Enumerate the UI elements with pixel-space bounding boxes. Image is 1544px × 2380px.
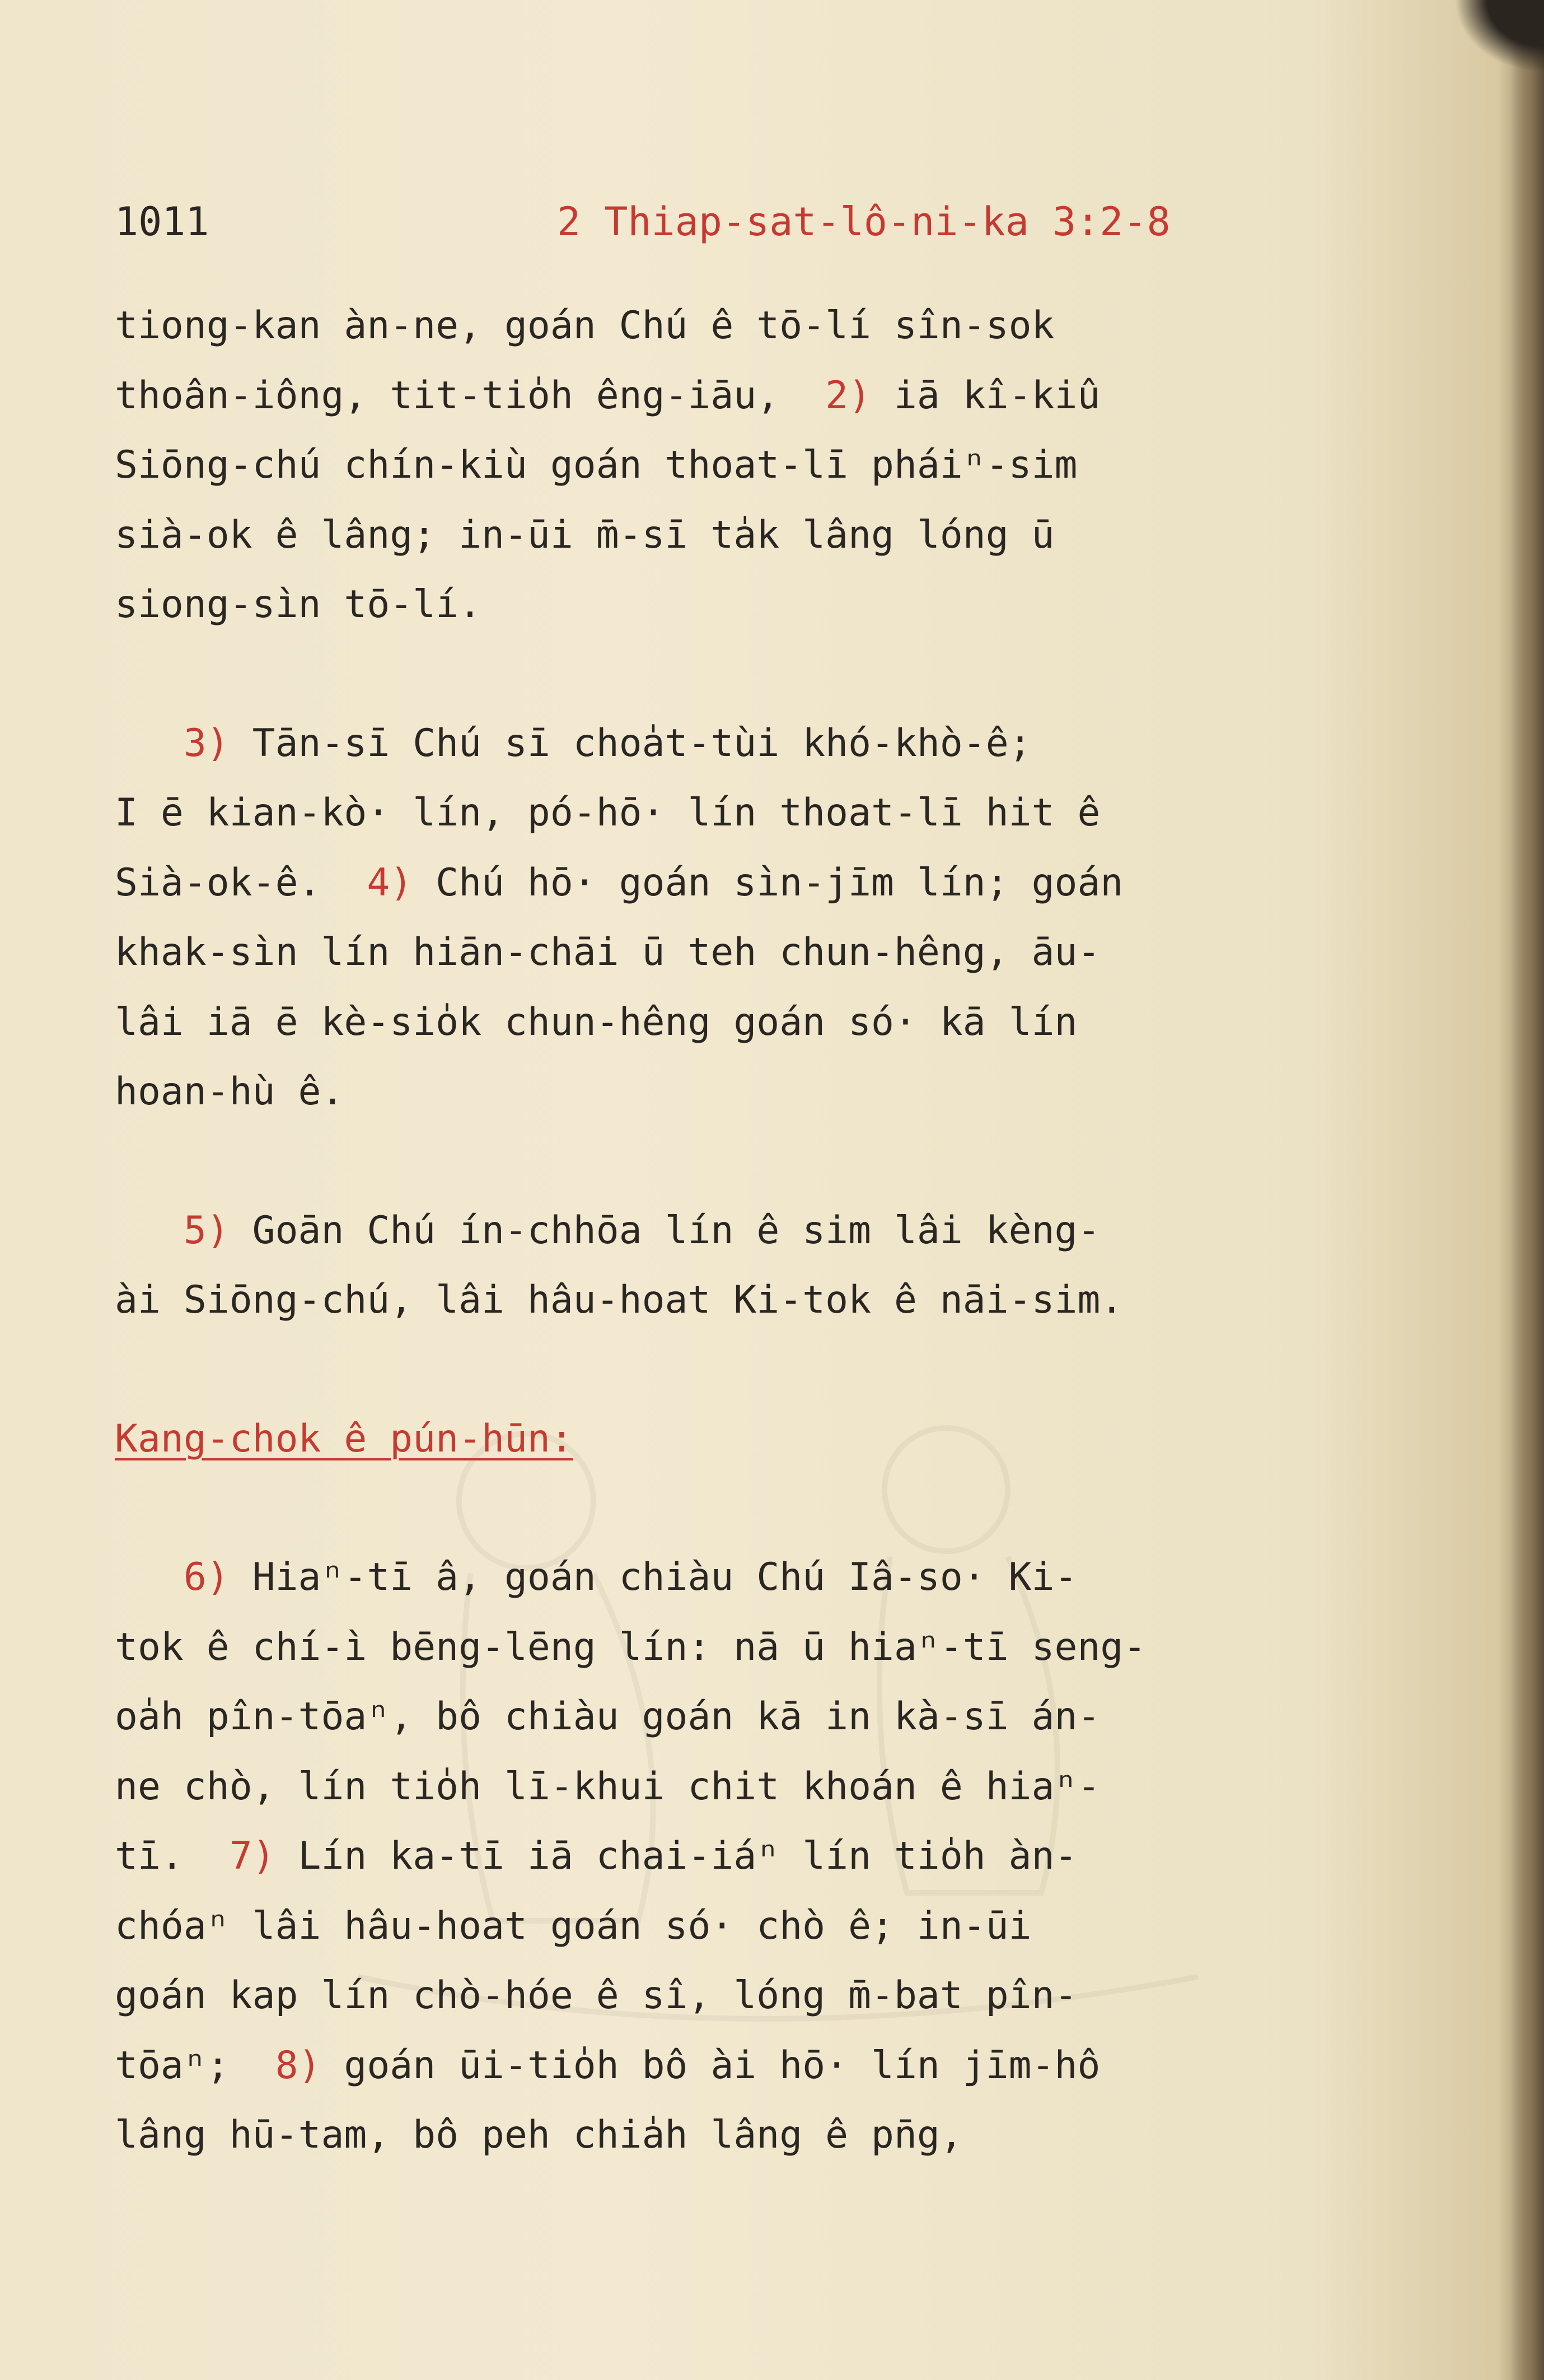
- text-line: [115, 1682, 1374, 1752]
- verse-text: Chú hō· goán sìn-jīm lín; goán: [413, 860, 1124, 905]
- paragraph-gap: [115, 1127, 1374, 1196]
- verse-text: lâi iā ē kè-sio̍k chun-hêng goán só· kā lín: [115, 1000, 1078, 1044]
- text-line: [115, 848, 1374, 918]
- verse-text: Lín ka-tī iā chai-iáⁿ lín tio̍h àn-: [275, 1834, 1078, 1878]
- text-line: [115, 1543, 1374, 1613]
- text-line: [115, 1404, 1374, 1474]
- text-line: [115, 1057, 1374, 1127]
- verse-number: 2): [825, 373, 872, 418]
- page-number: 1011: [115, 199, 209, 245]
- text-line: [115, 291, 1374, 361]
- text-line: [115, 361, 1374, 431]
- verse-text: oa̍h pîn-tōaⁿ, bô chiàu goán kā in kà-sī án-: [115, 1695, 1101, 1739]
- verse-text: sià-ok ê lâng; in-ūi m̄-sī ta̍k lâng lóng ū: [115, 512, 1055, 557]
- page-edge-shadow: [1510, 0, 1544, 2380]
- chapter-reference: 2 Thiap-sat-lô-ni-ka 3:2-8: [557, 199, 1171, 245]
- text-line: [115, 1266, 1374, 1336]
- verse-text: siong-sìn tō-lí.: [115, 582, 482, 627]
- verse-text: goán kap lín chò-hóe ê sî, lóng m̄-bat pîn-: [115, 1973, 1078, 2018]
- paragraph-gap: [115, 1474, 1374, 1543]
- text-line: [115, 501, 1374, 571]
- text-line: [115, 918, 1374, 988]
- text-line: [115, 988, 1374, 1058]
- verse-number: 5): [183, 1208, 230, 1253]
- verse-text: tī.: [115, 1834, 230, 1878]
- paragraph-gap: [115, 640, 1374, 709]
- verse-text: Sià-ok-ê.: [115, 860, 367, 905]
- verse-text: Hiaⁿ-tī â, goán chiàu Chú Iâ-so· Ki-: [229, 1555, 1078, 1599]
- text-line: [115, 1892, 1374, 1962]
- verse-number: 8): [275, 2043, 321, 2088]
- page-header: [115, 199, 1318, 260]
- verse-text: thoân-iông, tit-tio̍h êng-iāu,: [115, 373, 826, 418]
- section-heading: Kang-chok ê pún-hūn:: [115, 1416, 573, 1461]
- body-text: [115, 291, 1374, 2171]
- verse-text: goán ūi-tio̍h bô ài hō· lín jīm-hô: [321, 2043, 1101, 2088]
- verse-text: [115, 1555, 184, 1599]
- text-line: [115, 570, 1374, 640]
- verse-text: iā kî-kiû: [871, 373, 1101, 418]
- text-line: [115, 1752, 1374, 1822]
- verse-text: hoan-hù ê.: [115, 1070, 344, 1114]
- text-line: [115, 1961, 1374, 2031]
- verse-number: 7): [229, 1834, 275, 1878]
- text-line: [115, 2101, 1374, 2171]
- verse-text: tōaⁿ;: [115, 2043, 275, 2088]
- verse-text: tiong-kan àn-ne, goán Chú ê tō-lí sîn-sok: [115, 304, 1055, 348]
- verse-text: lâng hū-tam, bô peh chia̍h lâng ê pn̄g,: [115, 2113, 963, 2157]
- text-line: [115, 1196, 1374, 1266]
- verse-number: 4): [367, 860, 413, 905]
- verse-text: [115, 721, 184, 766]
- text-line: [115, 709, 1374, 779]
- binding-corner: [1454, 0, 1544, 73]
- verse-text: Goān Chú ín-chhōa lín ê sim lâi kèng-: [229, 1208, 1101, 1253]
- paragraph-gap: [115, 1336, 1374, 1404]
- verse-text: chóaⁿ lâi hâu-hoat goán só· chò ê; in-ūi: [115, 1903, 1032, 1948]
- verse-text: ài Siōng-chú, lâi hâu-hoat Ki-tok ê nāi-sim.: [115, 1278, 1124, 1322]
- verse-text: tok ê chí-ì bēng-lēng lín: nā ū hiaⁿ-tī seng-: [115, 1625, 1147, 1669]
- verse-text: [115, 1208, 184, 1253]
- verse-number: 6): [183, 1555, 230, 1599]
- verse-text: ne chò, lín tio̍h lī-khui chit khoán ê hiaⁿ-: [115, 1764, 1101, 1809]
- text-line: [115, 778, 1374, 848]
- verse-number: 3): [183, 721, 230, 766]
- text-line: [115, 2031, 1374, 2101]
- verse-text: khak-sìn lín hiān-chāi ū teh chun-hêng, āu-: [115, 930, 1101, 974]
- verse-text: Tān-sī Chú sī choa̍t-tùi khó-khò-ê;: [229, 721, 1032, 766]
- verse-text: I ē kian-kò· lín, pó-hō· lín thoat-lī hit ê: [115, 791, 1101, 835]
- text-line: [115, 431, 1374, 501]
- verse-text: Siōng-chú chín-kiù goán thoat-lī pháiⁿ-sim: [115, 443, 1078, 487]
- text-line: [115, 1613, 1374, 1683]
- text-line: [115, 1822, 1374, 1892]
